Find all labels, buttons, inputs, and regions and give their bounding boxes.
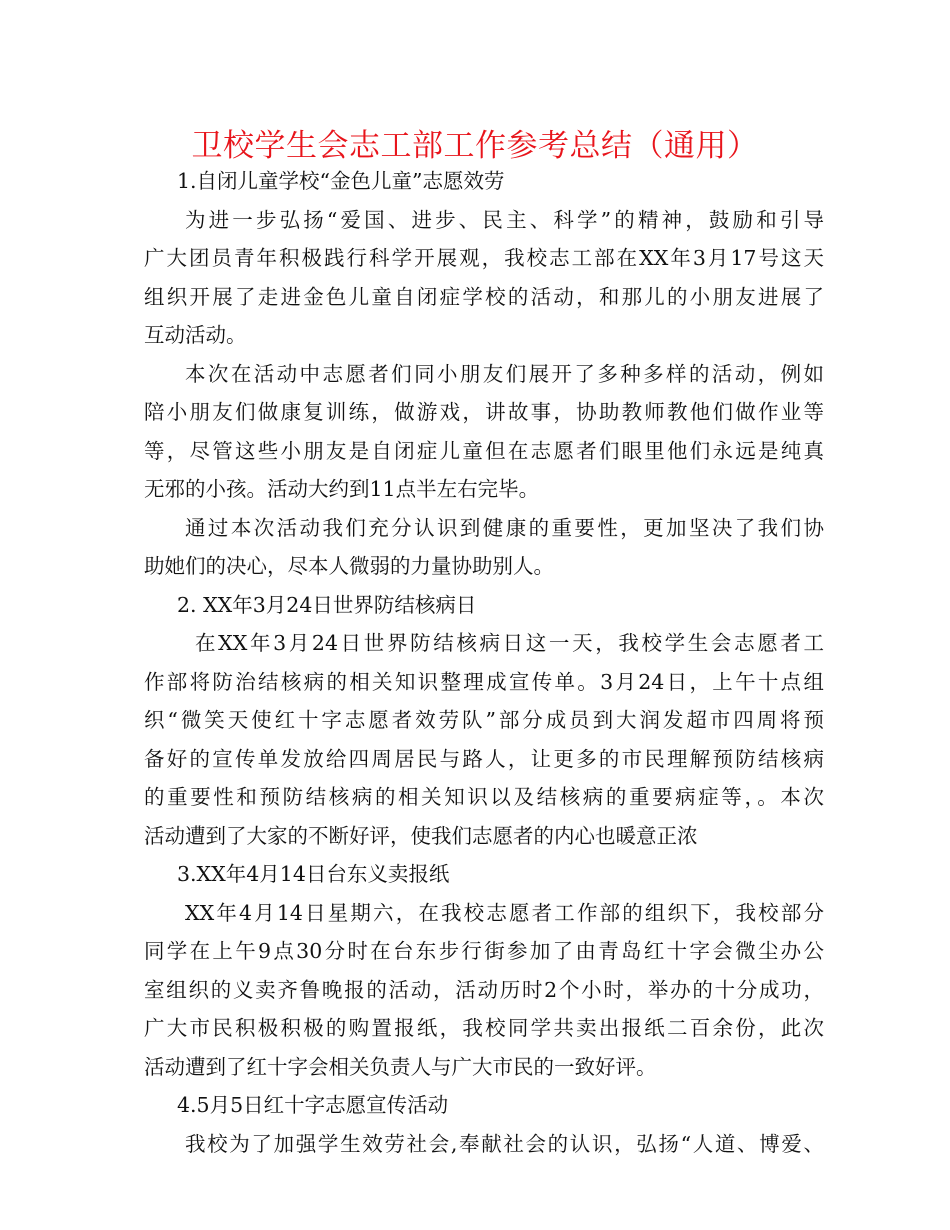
paragraph-line: 作部将防治结核病的相关知识整理成宣传单。3月24日，上午十点组	[144, 669, 824, 694]
paragraph-line: 备好的宣传单发放给四周居民与路人，让更多的市民理解预防结核病	[144, 746, 824, 771]
paragraph-line: 我校为了加强学生效劳社会,奉献社会的认识，弘扬“人道、博爱、	[185, 1131, 824, 1156]
paragraph-line: 组织开展了走进金色儿童自闭症学校的活动，和那儿的小朋友进展了	[144, 284, 824, 309]
paragraph-line: 活动遭到了红十字会相关负责人与广大市民的一致好评。	[144, 1054, 657, 1079]
paragraph-line: 广大市民积极积极的购置报纸，我校同学共卖出报纸二百余份，此次	[144, 1016, 824, 1040]
paragraph-line: 无邪的小孩。活动大约到11点半左右完毕。	[144, 477, 540, 501]
paragraph-line: 为进一步弘扬“爱国、进步、民主、科学”的精神，鼓励和引导	[185, 207, 824, 232]
paragraph-line: XX年4月14日星期六，在我校志愿者工作部的组织下，我校部分	[185, 900, 824, 925]
paragraph-line: 助她们的决心，尽本人微弱的力量协助别人。	[144, 554, 554, 578]
paragraph-line: 互动活动。	[144, 323, 247, 347]
paragraph-line: 活动遭到了大家的不断好评，使我们志愿者的内心也暖意正浓	[144, 823, 698, 848]
section-heading-2: 2. XX年3月24日世界防结核病日	[177, 592, 477, 617]
section-heading-1: 1.自闭儿童学校“金色儿童”志愿效劳	[177, 169, 505, 193]
paragraph-line: 本次在活动中志愿者们同小朋友们展开了多种多样的活动，例如	[185, 361, 824, 386]
paragraph-line: 在XX年3月24日世界防结核病日这一天，我校学生会志愿者工	[195, 631, 824, 655]
paragraph-line: 等，尽管这些小朋友是自闭症儿童但在志愿者们眼里他们永远是纯真	[144, 438, 824, 463]
paragraph-line: 室组织的义卖齐鲁晚报的活动，活动历时2个小时，举办的十分成功，	[144, 977, 824, 1002]
paragraph-line: 陪小朋友们做康复训练，做游戏，讲故事，协助教师教他们做作业等	[144, 400, 824, 424]
section-heading-4: 4.5月5日红十字志愿宣传活动	[177, 1093, 449, 1117]
paragraph-line: 通过本次活动我们充分认识到健康的重要性，更加坚决了我们协	[185, 515, 824, 540]
paragraph-line: 同学在上午9点30分时在台东步行街参加了由青岛红十字会微尘办公	[144, 939, 824, 963]
section-heading-3: 3.XX年4月14日台东义卖报纸	[177, 862, 450, 886]
paragraph-line: 织“微笑天使红十字志愿者效劳队”部分成员到大润发超市四周将预	[144, 708, 824, 732]
document-title: 卫校学生会志工部工作参考总结（通用）	[191, 128, 759, 164]
paragraph-line: 的重要性和预防结核病的相关知识以及结核病的重要病症等，。本次	[144, 785, 824, 809]
document-body	[144, 162, 824, 1163]
paragraph-line: 广大团员青年积极践行科学开展观，我校志工部在XX年3月17号这天	[144, 246, 824, 270]
